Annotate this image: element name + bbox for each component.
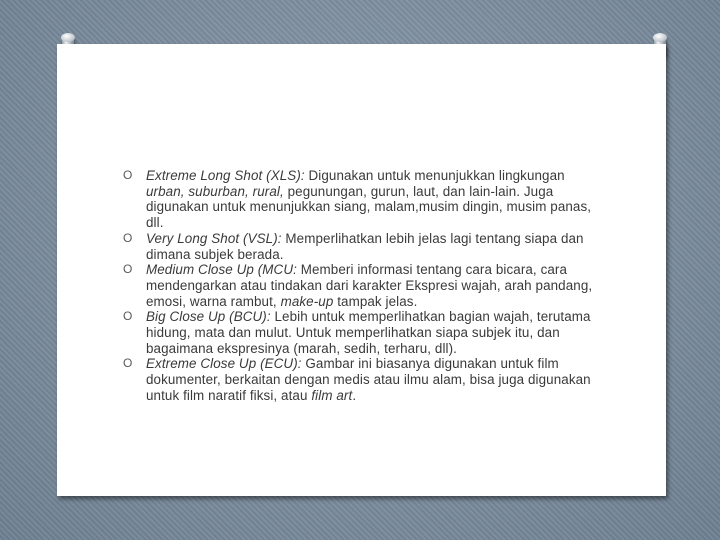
list-item-ecu bbox=[123, 356, 603, 403]
bullet-icon: O bbox=[123, 168, 133, 182]
bullet-list bbox=[123, 168, 603, 404]
term: Extreme Long Shot (XLS): bbox=[146, 168, 305, 183]
description: Gambar ini biasanya digunakan untuk film dokumenter, berkaitan dengan medis atau ilmu alam, bisa juga digunakan untuk film naratif fiksi, atau bbox=[146, 356, 591, 403]
bullet-icon: O bbox=[123, 356, 133, 371]
bullet-icon: O bbox=[123, 309, 133, 324]
list-item-mcu bbox=[123, 262, 603, 309]
term: urban, suburban, rural, bbox=[146, 183, 284, 199]
list-item-bcu bbox=[123, 309, 603, 356]
term: Medium Close Up (MCU: bbox=[146, 262, 297, 278]
description: Memperlihatkan lebih jelas lagi tentang siapa dan dimana subjek berada. bbox=[146, 230, 584, 262]
description: Lebih untuk memperlihatkan bagian wajah, terutama hidung, mata dan mulut. Untuk memperlihatkan siapa subjek itu, dan bagaimana ekspresinya (marah, sedih, terharu, dll). bbox=[146, 309, 591, 356]
term: Very Long Shot (VSL): bbox=[146, 230, 282, 246]
bullet-icon: O bbox=[123, 230, 133, 245]
description: pegunungan, gurun, laut, dan lain-lain. Juga digunakan untuk menunjukkan siang, malam,musim dingin, musim panas, dll. bbox=[146, 183, 592, 231]
description: Digunakan untuk menunjukkan lingkungan bbox=[304, 168, 565, 183]
term: Extreme Close Up (ECU): bbox=[146, 356, 302, 372]
description: Memberi informasi tentang cara bicara, cara mendengarkan atau tindakan dari karakter Ekspresi wajah, arah pandang, emosi, warna rambut, bbox=[146, 262, 593, 309]
term: film art bbox=[311, 387, 353, 403]
bullet-icon: O bbox=[123, 262, 133, 277]
description: tampak jelas. bbox=[333, 293, 418, 309]
list-item-xls bbox=[123, 168, 603, 231]
list-item-vsl bbox=[123, 231, 603, 262]
term: Big Close Up (BCU): bbox=[146, 309, 271, 325]
description: . bbox=[352, 387, 357, 403]
term: make-up bbox=[280, 293, 334, 309]
